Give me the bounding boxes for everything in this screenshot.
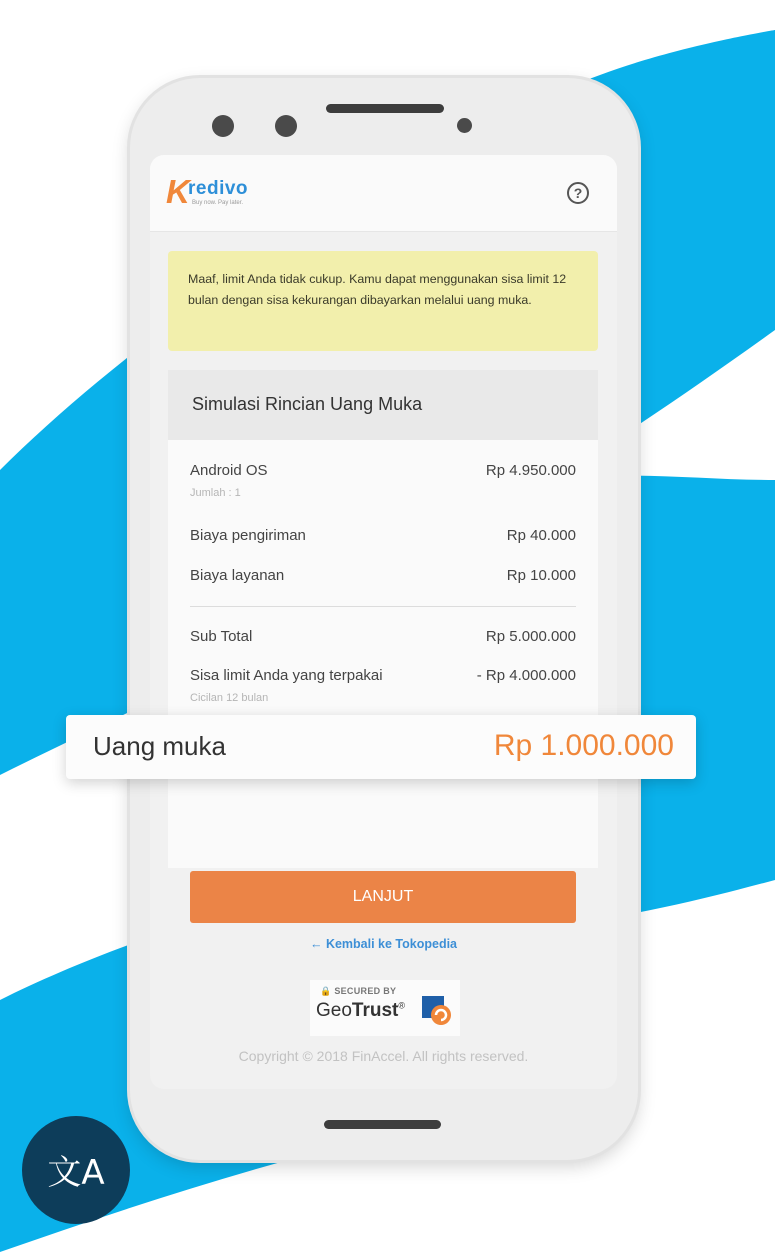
card-title: Simulasi Rincian Uang Muka bbox=[192, 394, 423, 414]
lock-icon: 🔒 bbox=[320, 986, 332, 996]
back-link-label: Kembali ke Tokopedia bbox=[325, 937, 458, 951]
kredivo-logo[interactable] bbox=[166, 173, 276, 213]
line-item-label: Android OS bbox=[190, 462, 268, 479]
phone-screen bbox=[150, 155, 617, 1089]
phone-speaker bbox=[326, 104, 444, 113]
translate-glyph bbox=[22, 1116, 130, 1224]
help-icon[interactable]: ? bbox=[567, 182, 589, 204]
secured-by-label: 🔒 SECURED BY bbox=[320, 986, 397, 996]
used-limit-value: - Rp 4.000.000 bbox=[476, 667, 576, 684]
payment-simulation-card bbox=[168, 370, 598, 868]
limit-warning-text: Maaf, limit Anda tidak cukup. Kamu dapat menggunakan sisa limit 12 bulan dengan sisa kekurangan dibayarkan melalui uang muka. bbox=[188, 272, 567, 307]
translate-icon[interactable] bbox=[22, 1116, 130, 1224]
logo-tagline: Buy now. Pay later. bbox=[192, 200, 244, 206]
phone-sensor bbox=[457, 118, 472, 133]
down-payment-amount: Rp 1.000.000 bbox=[493, 729, 674, 762]
back-to-tokopedia-link[interactable] bbox=[150, 937, 617, 951]
logo-letter: K bbox=[166, 173, 190, 210]
line-item-label: Biaya pengiriman bbox=[190, 527, 306, 544]
copyright-text: Copyright © 2018 FinAccel. All rights reserved. bbox=[238, 1048, 529, 1064]
phone-camera bbox=[212, 115, 234, 137]
line-item-value: Rp 4.950.000 bbox=[485, 462, 576, 479]
geotrust-badge[interactable] bbox=[310, 980, 460, 1036]
card-divider bbox=[190, 606, 576, 607]
limit-warning bbox=[168, 251, 598, 351]
logo-name: redivo bbox=[188, 178, 249, 199]
geotrust-logo-icon bbox=[420, 994, 452, 1026]
line-item-label: Biaya layanan bbox=[190, 567, 285, 584]
line-item-value: Rp 40.000 bbox=[506, 527, 576, 544]
geotrust-brand: GeoTrust® bbox=[316, 1000, 406, 1021]
subtotal-label: Sub Total bbox=[190, 628, 253, 645]
down-payment-highlight bbox=[66, 715, 696, 779]
used-limit-label: Sisa limit Anda yang terpakai bbox=[190, 667, 383, 684]
down-payment-label: Uang muka bbox=[93, 731, 226, 761]
continue-button[interactable]: LANJUT bbox=[190, 871, 576, 923]
app-header bbox=[150, 155, 617, 232]
installment-note: Cicilan 12 bulan bbox=[190, 692, 269, 704]
line-item-value: Rp 10.000 bbox=[506, 567, 576, 584]
svg-text:文A: 文A bbox=[47, 1153, 105, 1193]
phone-frame bbox=[130, 78, 638, 1160]
subtotal-value: Rp 5.000.000 bbox=[485, 628, 576, 645]
arrow-left-icon: ← bbox=[309, 937, 323, 951]
card-header bbox=[168, 370, 598, 440]
line-item-quantity: Jumlah : 1 bbox=[190, 487, 241, 499]
phone-camera bbox=[275, 115, 297, 137]
phone-home-bar bbox=[324, 1120, 441, 1129]
